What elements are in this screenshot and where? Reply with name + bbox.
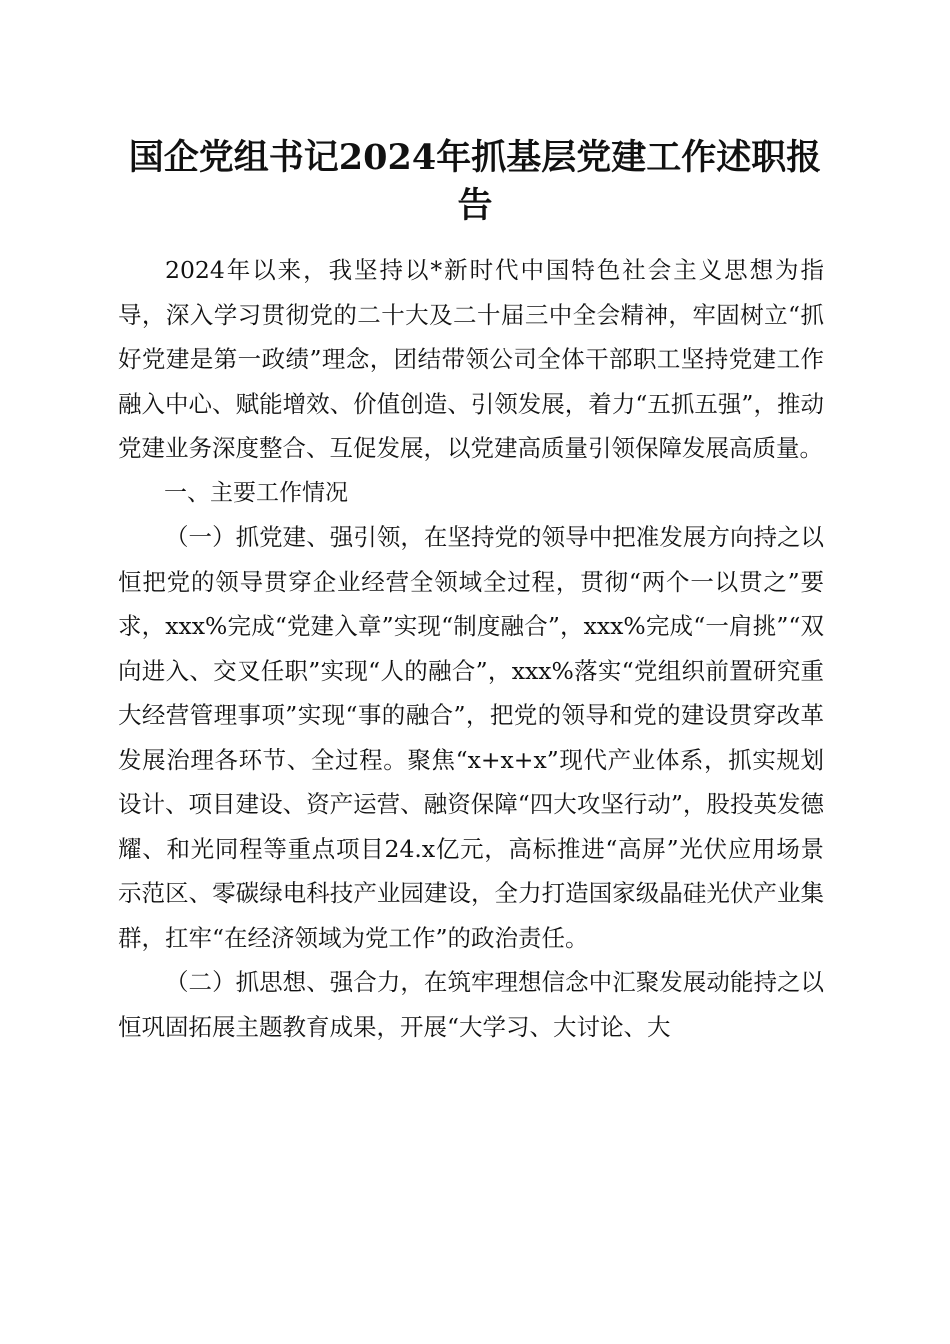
intro-paragraph: 2024年以来，我坚持以*新时代中国特色社会主义思想为指导，深入学习贯彻党的二十大及二十届三中全会精神，牢固树立“抓好党建是第一政绩”理念，团结带领公司全体干部职工坚持党建工作融入中心、赋能增效、价值创造、引领发展，着力“五抓五强”，推动党建业务深度整合、互促发展，以党建高质量引领保障发展高质量。 [118, 256, 824, 462]
subsection-2-heading: （二）抓思想、强合力，在筑牢理想信念中汇聚发展动能 [165, 968, 754, 996]
document-title: 国企党组书记2024年抓基层党建工作述职报告 [128, 137, 822, 226]
subsection-2-paragraph [118, 960, 824, 1049]
subsection-1-paragraph [118, 515, 824, 960]
subsection-1-body: 持之以恒把党的领导贯穿企业经营全领域全过程，贯彻“两个一以贯之”要求，xxx%完成“党建入章”实现“制度融合”，xxx%完成“一肩挑”“双向进入、交叉任职”实现“人的融合”，xxx%落实“党组织前置研究重大经营管理事项”实现“事的融合”，把党的领导和党的建设贯穿改革发展治理各环节、全过程。聚焦“x+x+x”现代产业体系，抓实规划设计、项目建设、资产运营、融资保障“四大攻坚行动”，股投英发德耀、和光同程等重点项目24.x亿元，高标推进“高屏”光伏应用场景示范区、零碳绿电科技产业园建设，全力打造国家级晶硅光伏产业集群，扛牢“在经济领域为党工作”的政治责任。 [118, 523, 825, 952]
subsection-2-body: 持之以恒巩固拓展主题教育成果，开展“大学习、大讨论、大 [118, 968, 825, 1041]
document-body [118, 248, 824, 1049]
section-heading: 一、主要工作情况 [164, 479, 348, 506]
subsection-1-heading: （一）抓党建、强引领，在坚持党的领导中把准发展方向 [165, 523, 754, 551]
